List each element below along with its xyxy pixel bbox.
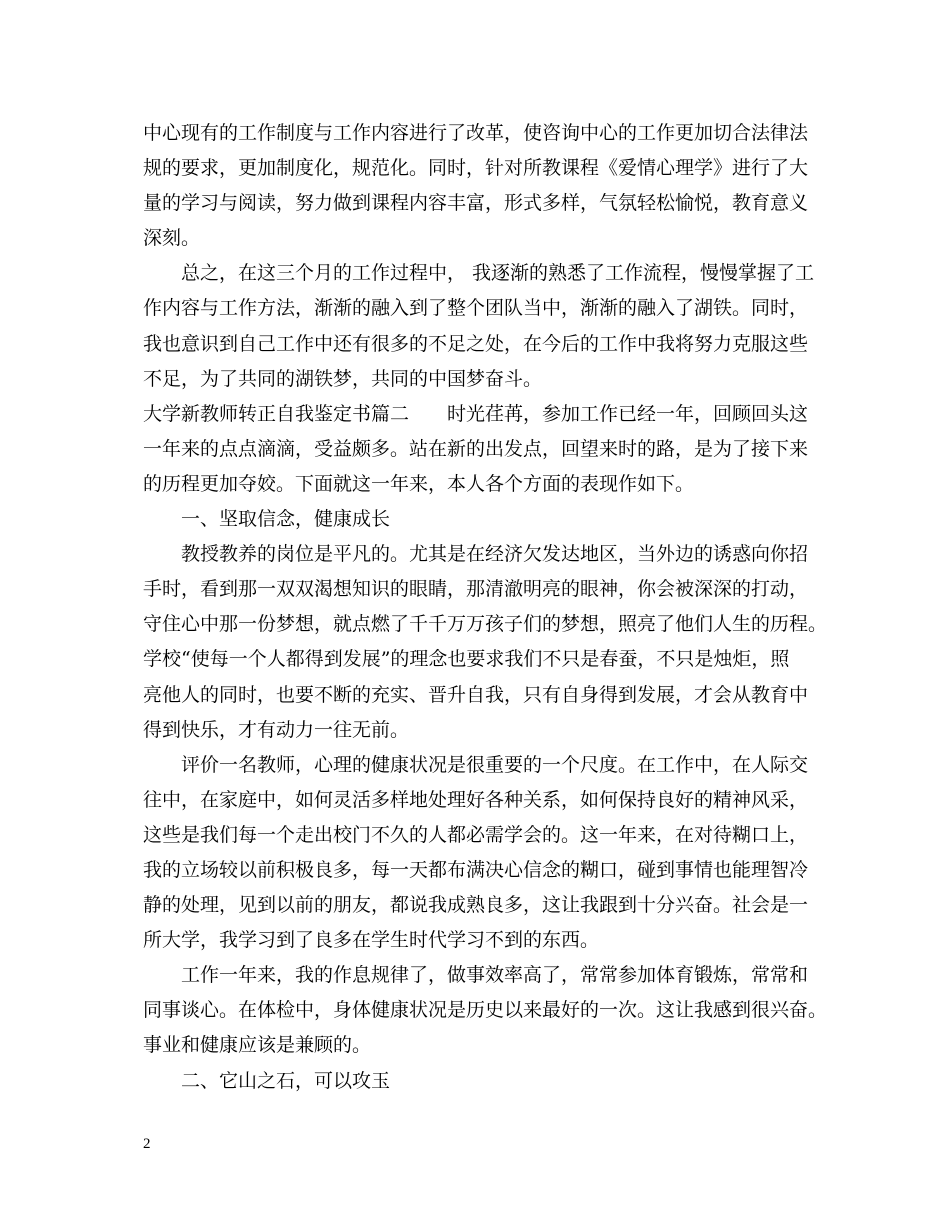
document-body [143, 116, 828, 1099]
text-line: 量的学习与阅读，努力做到课程内容丰富，形式多样，气氛轻松愉悦，教育意义 [143, 192, 809, 215]
text-line: 静的处理，见到以前的朋友，都说我成熟良多，这让我跟到十分兴奋。社会是一 [143, 894, 809, 917]
text-line: 不足，为了共同的湖铁梦，共同的中国梦奋斗。 [143, 367, 543, 390]
text-line: 规的要求，更加制度化，规范化。同时，针对所教课程《爱情心理学》进行了大 [143, 157, 809, 180]
text-line: 作内容与工作方法，渐渐的融入到了整个团队当中，渐渐的融入了湖铁。同时， [143, 297, 809, 320]
text-line: 二、它山之石，可以攻玉 [181, 1069, 391, 1092]
text-line: 我的立场较以前积极良多，每一天都布满决心信念的糊口，碰到事情也能理智冷 [143, 858, 809, 881]
page-number: 2 [143, 1136, 151, 1152]
text-line: 得到快乐，才有动力一往无前。 [143, 718, 410, 741]
text-line: 所大学，我学习到了良多在学生时代学习不到的东西。 [143, 929, 600, 952]
text-line: 我也意识到自己工作中还有很多的不足之处，在今后的工作中我将努力克服这些 [143, 332, 809, 355]
text-line: 同事谈心。在体检中，身体健康状况是历史以来最好的一次。这让我感到很兴奋。 [143, 999, 828, 1022]
text-line: 深刻。 [143, 227, 201, 250]
text-line: 手时，看到那一双双渴想知识的眼睛，那清澈明亮的眼神，你会被深深的打动， [143, 578, 809, 601]
text-line: 总之，在这三个月的工作过程中， 我逐渐的熟悉了工作流程，慢慢掌握了工 [181, 262, 815, 285]
text-line: 一、坚取信念，健康成长 [181, 508, 391, 531]
text-line: 事业和健康应该是兼顾的。 [143, 1034, 372, 1057]
text-line: 学校“使每一个人都得到发展”的理念也要求我们不只是春蚕，不只是烛炬，照 [143, 648, 790, 671]
text-line: 大学新教师转正自我鉴定书篇二 时光荏苒，参加工作已经一年，回顾回头这 [143, 402, 809, 425]
text-line: 这些是我们每一个走出校门不久的人都必需学会的。这一年来，在对待糊口上， [143, 823, 809, 846]
text-line: 守住心中那一份梦想，就点燃了千千万万孩子们的梦想，照亮了他们人生的历程。 [143, 613, 828, 636]
text-line: 教授教养的岗位是平凡的。尤其是在经济欠发达地区，当外边的诱惑向你招 [181, 543, 809, 566]
text-line: 往中，在家庭中，如何灵活多样地处理好各种关系，如何保持良好的精神风采， [143, 788, 809, 811]
text-line: 亮他人的同时，也要不断的充实、晋升自我，只有自身得到发展，才会从教育中 [143, 683, 809, 706]
text-line: 的历程更加夺姣。下面就这一年来，本人各个方面的表现作如下。 [143, 472, 695, 495]
text-line: 评价一名教师，心理的健康状况是很重要的一个尺度。在工作中，在人际交 [181, 753, 809, 776]
text-line: 一年来的点点滴滴，受益颇多。站在新的出发点，回望来时的路，是为了接下来 [143, 437, 809, 460]
text-line: 工作一年来，我的作息规律了，做事效率高了，常常参加体育锻炼，常常和 [181, 964, 809, 987]
text-line: 中心现有的工作制度与工作内容进行了改革，使咨询中心的工作更加切合法律法 [143, 122, 809, 144]
